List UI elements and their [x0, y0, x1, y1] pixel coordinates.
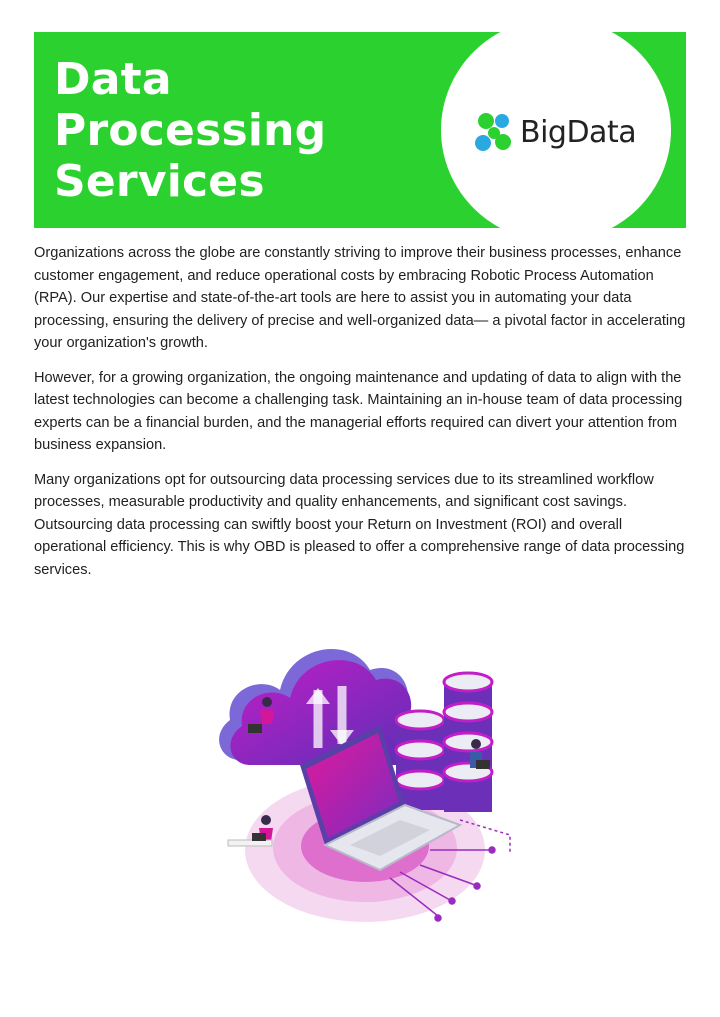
cloud-data-illustration [200, 620, 540, 940]
brand-logo [472, 108, 636, 156]
title-line: Services [54, 156, 265, 207]
logo-text: BigData [520, 114, 637, 150]
body-text [34, 242, 689, 593]
paragraph: Many organizations opt for outsourcing data processing services due to its streamlined workflow processes, measurable productivity and quality enhancements, and significant cost savings. Outsourcing data processing can swiftly boost your Return on Investment (ROI) and overall operational efficiency. This is why OBD is pleased to offer a comprehensive range of data processing services. [34, 471, 685, 578]
logo-mark-icon [472, 109, 518, 155]
title-line: Processing [54, 105, 327, 156]
page-title [54, 54, 326, 207]
header-banner [34, 32, 686, 228]
paragraph: Organizations across the globe are constantly striving to improve their business processes, enhance customer engagement, and reduce operational costs by embracing Robotic Process Automation (RPA). Our expertise and state-of-the-art tools are here to assist you in automating your data processing, ensuring the delivery of precise and well-organized data— a pivotal factor in accelerating your organization's growth. [34, 245, 686, 351]
title-line: Data [54, 54, 172, 105]
paragraph: However, for a growing organization, the ongoing maintenance and updating of data to align with the latest technologies can become a challenging task. Maintaining an in-house team of data processing experts can be a financial burden, and the managerial efforts required can divert your attention from business expansion. [34, 369, 683, 453]
